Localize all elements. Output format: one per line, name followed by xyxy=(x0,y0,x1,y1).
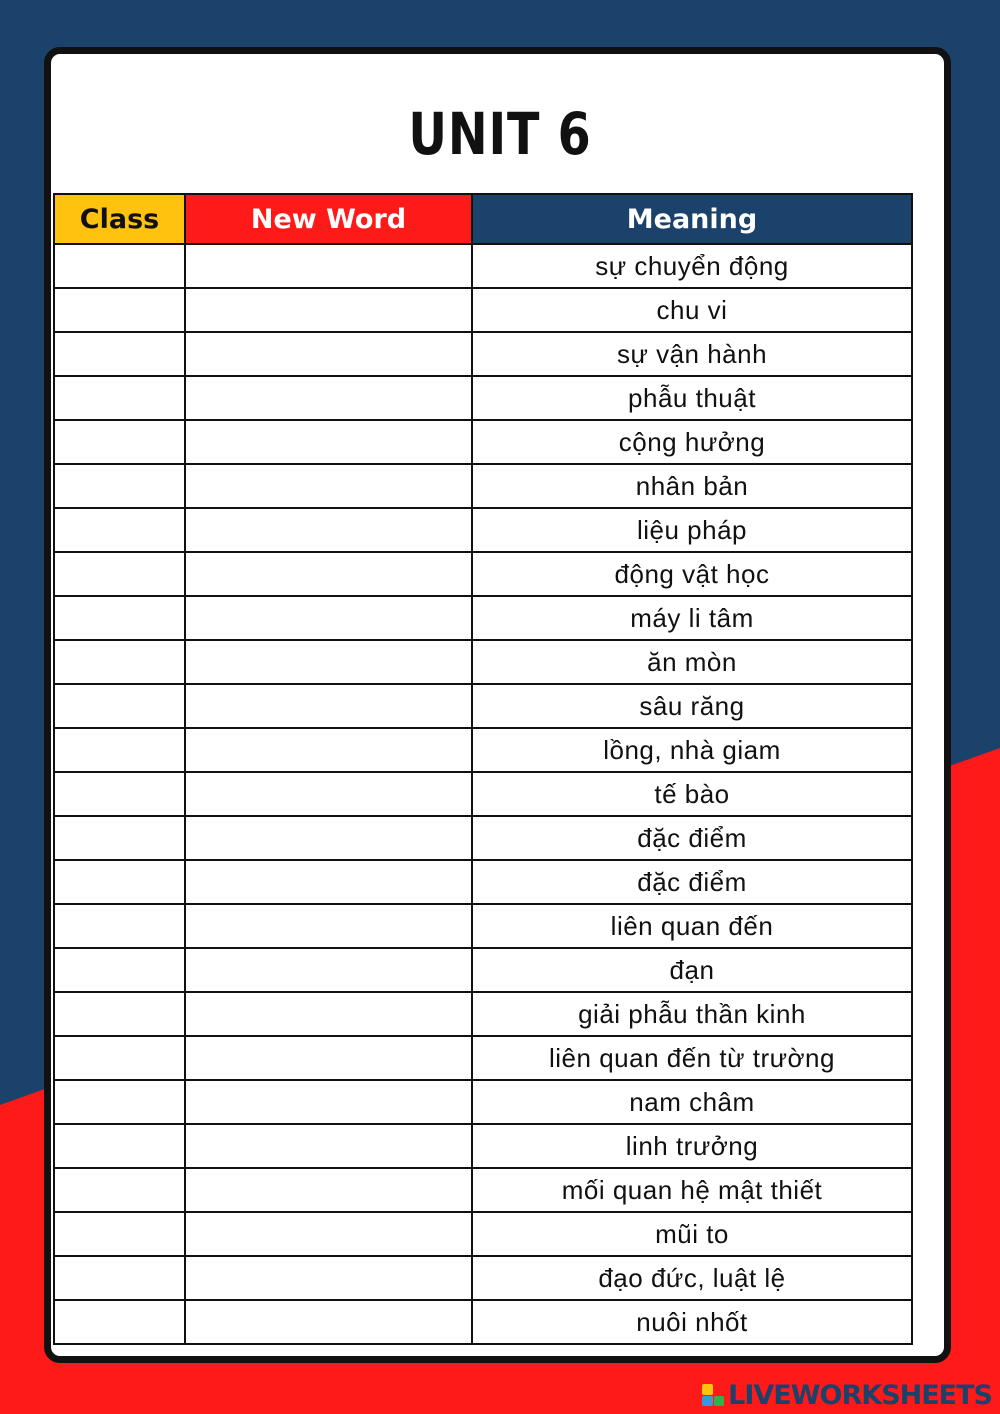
new-word-cell[interactable] xyxy=(185,904,472,948)
liveworksheets-logo-icon xyxy=(702,1384,724,1406)
table-row xyxy=(54,728,912,772)
new-word-cell[interactable] xyxy=(185,948,472,992)
class-cell[interactable] xyxy=(54,860,185,904)
new-word-cell[interactable] xyxy=(185,552,472,596)
table-row xyxy=(54,816,912,860)
meaning-cell: đạo đức, luật lệ xyxy=(472,1256,912,1300)
table-body xyxy=(54,244,912,1344)
meaning-cell: mối quan hệ mật thiết xyxy=(472,1168,912,1212)
class-cell[interactable] xyxy=(54,728,185,772)
liveworksheets-brand xyxy=(702,1380,992,1410)
table-row xyxy=(54,552,912,596)
class-cell[interactable] xyxy=(54,332,185,376)
table-row xyxy=(54,1212,912,1256)
table-header-row xyxy=(54,194,912,244)
new-word-cell[interactable] xyxy=(185,596,472,640)
table-row xyxy=(54,640,912,684)
vocabulary-table xyxy=(53,193,913,1345)
new-word-cell[interactable] xyxy=(185,992,472,1036)
table-row xyxy=(54,376,912,420)
class-cell[interactable] xyxy=(54,816,185,860)
class-cell[interactable] xyxy=(54,1036,185,1080)
meaning-cell: tế bào xyxy=(472,772,912,816)
class-cell[interactable] xyxy=(54,1256,185,1300)
new-word-cell[interactable] xyxy=(185,420,472,464)
meaning-cell: linh trưởng xyxy=(472,1124,912,1168)
table-row xyxy=(54,244,912,288)
class-cell[interactable] xyxy=(54,376,185,420)
class-cell[interactable] xyxy=(54,904,185,948)
class-cell[interactable] xyxy=(54,772,185,816)
new-word-cell[interactable] xyxy=(185,728,472,772)
meaning-cell: đặc điểm xyxy=(472,816,912,860)
table-row xyxy=(54,1124,912,1168)
meaning-cell: giải phẫu thần kinh xyxy=(472,992,912,1036)
class-cell[interactable] xyxy=(54,552,185,596)
meaning-cell: lồng, nhà giam xyxy=(472,728,912,772)
meaning-cell: mũi to xyxy=(472,1212,912,1256)
class-cell[interactable] xyxy=(54,1212,185,1256)
class-cell[interactable] xyxy=(54,596,185,640)
class-cell[interactable] xyxy=(54,288,185,332)
class-cell[interactable] xyxy=(54,1168,185,1212)
class-cell[interactable] xyxy=(54,464,185,508)
table-row xyxy=(54,904,912,948)
new-word-cell[interactable] xyxy=(185,376,472,420)
table-row xyxy=(54,992,912,1036)
meaning-cell: nhân bản xyxy=(472,464,912,508)
meaning-cell: liên quan đến xyxy=(472,904,912,948)
meaning-cell: máy li tâm xyxy=(472,596,912,640)
table-row xyxy=(54,596,912,640)
table-row xyxy=(54,948,912,992)
table-row xyxy=(54,684,912,728)
class-cell[interactable] xyxy=(54,992,185,1036)
table-row xyxy=(54,288,912,332)
brand-text: LIVEWORKSHEETS xyxy=(728,1379,992,1411)
new-word-cell[interactable] xyxy=(185,1124,472,1168)
table-row xyxy=(54,1036,912,1080)
table-row xyxy=(54,1080,912,1124)
meaning-cell: liên quan đến từ trường xyxy=(472,1036,912,1080)
new-word-cell[interactable] xyxy=(185,1212,472,1256)
page-title: UNIT 6 xyxy=(408,100,592,168)
class-cell[interactable] xyxy=(54,420,185,464)
table-row xyxy=(54,1300,912,1344)
meaning-cell: cộng hưởng xyxy=(472,420,912,464)
meaning-cell: nam châm xyxy=(472,1080,912,1124)
meaning-cell: đặc điểm xyxy=(472,860,912,904)
meaning-cell: đạn xyxy=(472,948,912,992)
table-row xyxy=(54,1168,912,1212)
header-new-word: New Word xyxy=(185,194,472,244)
meaning-cell: liệu pháp xyxy=(472,508,912,552)
table-row xyxy=(54,508,912,552)
meaning-cell: sâu răng xyxy=(472,684,912,728)
class-cell[interactable] xyxy=(54,1124,185,1168)
new-word-cell[interactable] xyxy=(185,288,472,332)
meaning-cell: động vật học xyxy=(472,552,912,596)
new-word-cell[interactable] xyxy=(185,1080,472,1124)
header-class: Class xyxy=(54,194,185,244)
new-word-cell[interactable] xyxy=(185,860,472,904)
new-word-cell[interactable] xyxy=(185,244,472,288)
class-cell[interactable] xyxy=(54,684,185,728)
table-row xyxy=(54,772,912,816)
table-row xyxy=(54,420,912,464)
new-word-cell[interactable] xyxy=(185,1300,472,1344)
class-cell[interactable] xyxy=(54,244,185,288)
table-row xyxy=(54,464,912,508)
new-word-cell[interactable] xyxy=(185,816,472,860)
class-cell[interactable] xyxy=(54,508,185,552)
meaning-cell: phẫu thuật xyxy=(472,376,912,420)
header-meaning: Meaning xyxy=(472,194,912,244)
new-word-cell[interactable] xyxy=(185,640,472,684)
meaning-cell: ăn mòn xyxy=(472,640,912,684)
table-row xyxy=(54,1256,912,1300)
new-word-cell[interactable] xyxy=(185,1256,472,1300)
new-word-cell[interactable] xyxy=(185,684,472,728)
class-cell[interactable] xyxy=(54,1300,185,1344)
new-word-cell[interactable] xyxy=(185,1036,472,1080)
table-row xyxy=(54,860,912,904)
new-word-cell[interactable] xyxy=(185,332,472,376)
new-word-cell[interactable] xyxy=(185,508,472,552)
table-row xyxy=(54,332,912,376)
class-cell[interactable] xyxy=(54,948,185,992)
meaning-cell: sự vận hành xyxy=(472,332,912,376)
class-cell[interactable] xyxy=(54,640,185,684)
new-word-cell[interactable] xyxy=(185,464,472,508)
meaning-cell: nuôi nhốt xyxy=(472,1300,912,1344)
new-word-cell[interactable] xyxy=(185,772,472,816)
meaning-cell: chu vi xyxy=(472,288,912,332)
new-word-cell[interactable] xyxy=(185,1168,472,1212)
class-cell[interactable] xyxy=(54,1080,185,1124)
meaning-cell: sự chuyển động xyxy=(472,244,912,288)
